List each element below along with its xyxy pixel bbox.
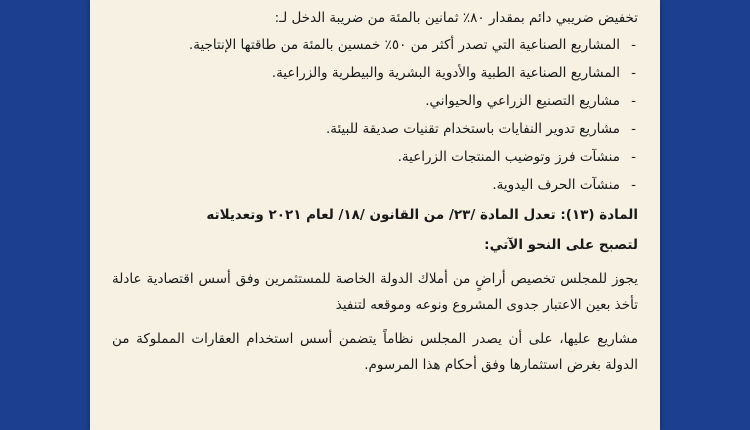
bullet-list xyxy=(112,34,638,196)
bullet-marker: - xyxy=(631,65,636,81)
paragraph-2: مشاريع عليها، على أن يصدر المجلس نظاماً يتضمن أسس استخدام العقارات المملوكة من الدولة بغرض استثمارها وفق أحكام هذا المرسوم. xyxy=(112,331,638,373)
document-page xyxy=(90,0,660,430)
intro-text: تخفيض ضريبي دائم بمقدار ٨٠٪ ثمانين بالمئة من ضريبة الدخل لـ: xyxy=(274,10,638,26)
list-item: - المشاريع الصناعية التي تصدر أكثر من ٥٠٪ خمسين بالمئة من طاقتها الإنتاجية. xyxy=(112,34,620,56)
list-item: - المشاريع الصناعية الطبية والأدوية البشرية والبيطرية والزراعية. xyxy=(112,62,620,84)
list-item: - مشاريع تدوير النفايات باستخدام تقنيات صديقة للبيئة. xyxy=(112,118,620,140)
paragraph-1: يجوز للمجلس تخصيص أراضٍ من أملاك الدولة الخاصة للمستثمرين وفق أسس اقتصادية عادلة تأخذ بعين الاعتبار جدوى المشروع ونوعه وموقعه لتنفيذ xyxy=(112,271,638,313)
bullet-marker: - xyxy=(631,177,636,193)
list-item: - مشاريع التصنيع الزراعي والحيواني. xyxy=(112,90,620,112)
list-item: - منشآت فرز وتوضيب المنتجات الزراعية. xyxy=(112,146,620,168)
list-item: - منشآت الحرف اليدوية. xyxy=(112,174,620,196)
document-content xyxy=(112,8,638,378)
article-heading-line2: لتصبح على النحو الآتي: xyxy=(484,237,638,253)
bullet-marker: - xyxy=(631,121,636,137)
bullet-marker: - xyxy=(631,93,636,109)
bullet-marker: - xyxy=(631,37,636,53)
article-heading-line1: المادة (١٣): تعدل المادة /٢٣/ من القانون /١٨/ لعام ٢٠٢١ وتعديلاته xyxy=(206,207,638,223)
bullet-marker: - xyxy=(631,149,636,165)
